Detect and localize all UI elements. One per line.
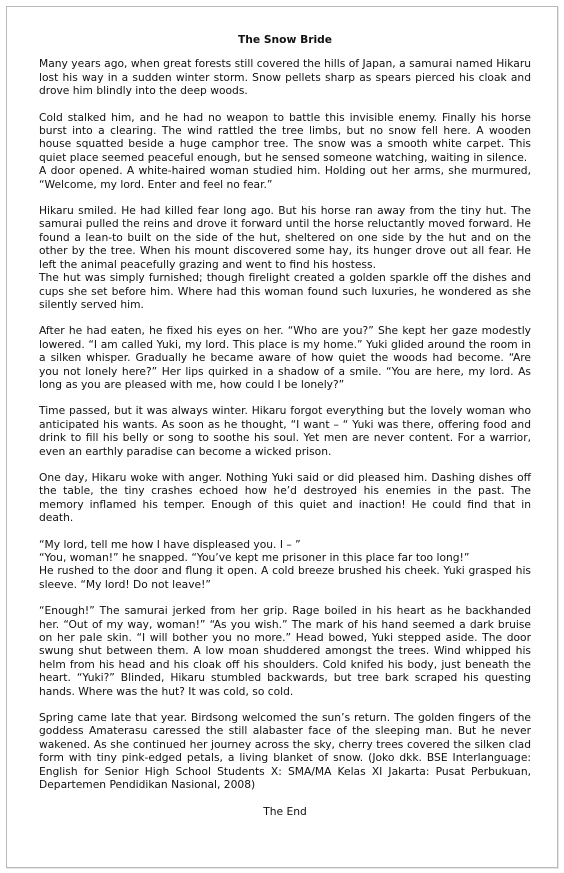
document-page	[6, 6, 558, 868]
story-paragraph	[39, 324, 531, 391]
paragraph-text: “Enough!” The samurai jerked from her grip. Rage boiled in his heart as he backhanded her. “Out of my way, woman!” “As you wish.” The mark of his hand seemed a dark bruise on her pale skin. “I will bother you no more.” Head bowed, Yuki stepped aside. The door swung shut between them. A low moan shuddered amongst the trees. Wind whipped his helm from his head and his cloak off his shoulders. Cold knifed his body, just beneath the heart. “Yuki?” Blinded, Hikaru stumbled backwards, but tree bark scraped his questing hands. Where was the hut? It was cold, so cold.	[39, 604, 531, 698]
story-paragraphs	[39, 57, 531, 791]
end-text: The End	[263, 804, 307, 818]
paragraph-text: Cold stalked him, and he had no weapon to battle this invisible enemy. Finally his horse burst into a clearing. The wind rattled the tree limbs, but no snow fell here. A wooden house squatted beside a huge camphor tree. The snow was a smooth white carpet. This quiet place seemed peaceful enough, but he sensed someone watching, waiting in silence.	[39, 110, 531, 164]
paragraph-text: A door opened. A white-haired woman studied him. Holding out her arms, she murmured, “Welcome, my lord. Enter and feel no fear.”	[39, 164, 531, 191]
paragraph-text: After he had eaten, he fixed his eyes on her. “Who are you?” She kept her gaze modestly lowered. “I am called Yuki, my lord. This place is my home.” Yuki glided around the room in a silken whisper. Gradually he became aware of how quiet the woods had become. “Are you not lonely here?” Her lips quirked in a shadow of a smile. “You are here, my lord. As long as you are pleased with me, how could I be lonely?”	[39, 324, 531, 391]
story-paragraph	[39, 204, 531, 311]
story-paragraph	[39, 538, 531, 592]
paragraph-text: Many years ago, when great forests still covered the hills of Japan, a samurai named Hikaru lost his way in a sudden winter storm. Snow pellets sharp as spears pierced his cloak and drove him blindly into the deep woods.	[39, 57, 531, 98]
story-paragraph	[39, 111, 531, 191]
paragraph-text: One day, Hikaru woke with anger. Nothing Yuki said or did pleased him. Dashing dishes off the table, the tiny crashes echoed how he’d destroyed his enemies in the past. The memory inflamed his temper. Enough of this quiet and inaction! He could find that in death.	[39, 470, 531, 525]
paragraph-text: He rushed to the door and flung it open. A cold breeze brushed his cheek. Yuki grasped his sleeve. “My lord! Do not leave!”	[39, 564, 531, 591]
paragraph-text: Time passed, but it was always winter. Hikaru forgot everything but the lovely woman who anticipated his wants. As soon as he thought, “I want – “ Yuki was there, offering food and drink to fill his belly or song to soothe his soul. Yet men are never content. For a warrior, even an earthly paradise can become a wicked prison.	[39, 404, 531, 458]
story-paragraph	[39, 404, 531, 458]
paragraph-text: Spring came late that year. Birdsong welcomed the sun’s return. The golden fingers of the goddess Amaterasu caressed the still alabaster face of the sleeping man. But he never wakened. As she continued her journey across the sky, cherry trees covered the silken clad form with tiny pink-edged petals, a living blanket of snow. (Joko dkk. BSE Interlanguage: English for Senior High School Students X: SMA/MA Kelas XI Jakarta: Pusat Perbukuan, Departemen Pendidikan Nasional, 2008)	[39, 711, 531, 792]
story-paragraph	[39, 471, 531, 525]
paragraph-text: The hut was simply furnished; though firelight created a golden sparkle off the dishes and cups she set before him. Where had this woman found such luxuries, he wondered as she silently served him.	[39, 271, 531, 311]
story-paragraph	[39, 711, 531, 791]
story-paragraph	[39, 604, 531, 698]
paragraph-text: “You, woman!” he snapped. “You’ve kept me prisoner in this place far too long!”	[39, 551, 470, 564]
paragraph-text: Hikaru smiled. He had killed fear long ago. But his horse ran away from the tiny hut. The samurai pulled the reins and drove it forward until the horse reluctantly moved forward. He found a lean-to built on the side of the hut, sheltered on one side by the hut and on the other by the tree. When his mount discovered some hay, its hunger drove out all fear. He left the animal peacefully grazing and went to find his hostess.	[39, 204, 531, 271]
story-title: The Snow Bride	[237, 33, 333, 46]
paragraph-text: “My lord, tell me how I have displeased you. I – ”	[39, 537, 301, 551]
document-body	[39, 33, 531, 818]
story-paragraph	[39, 57, 531, 97]
